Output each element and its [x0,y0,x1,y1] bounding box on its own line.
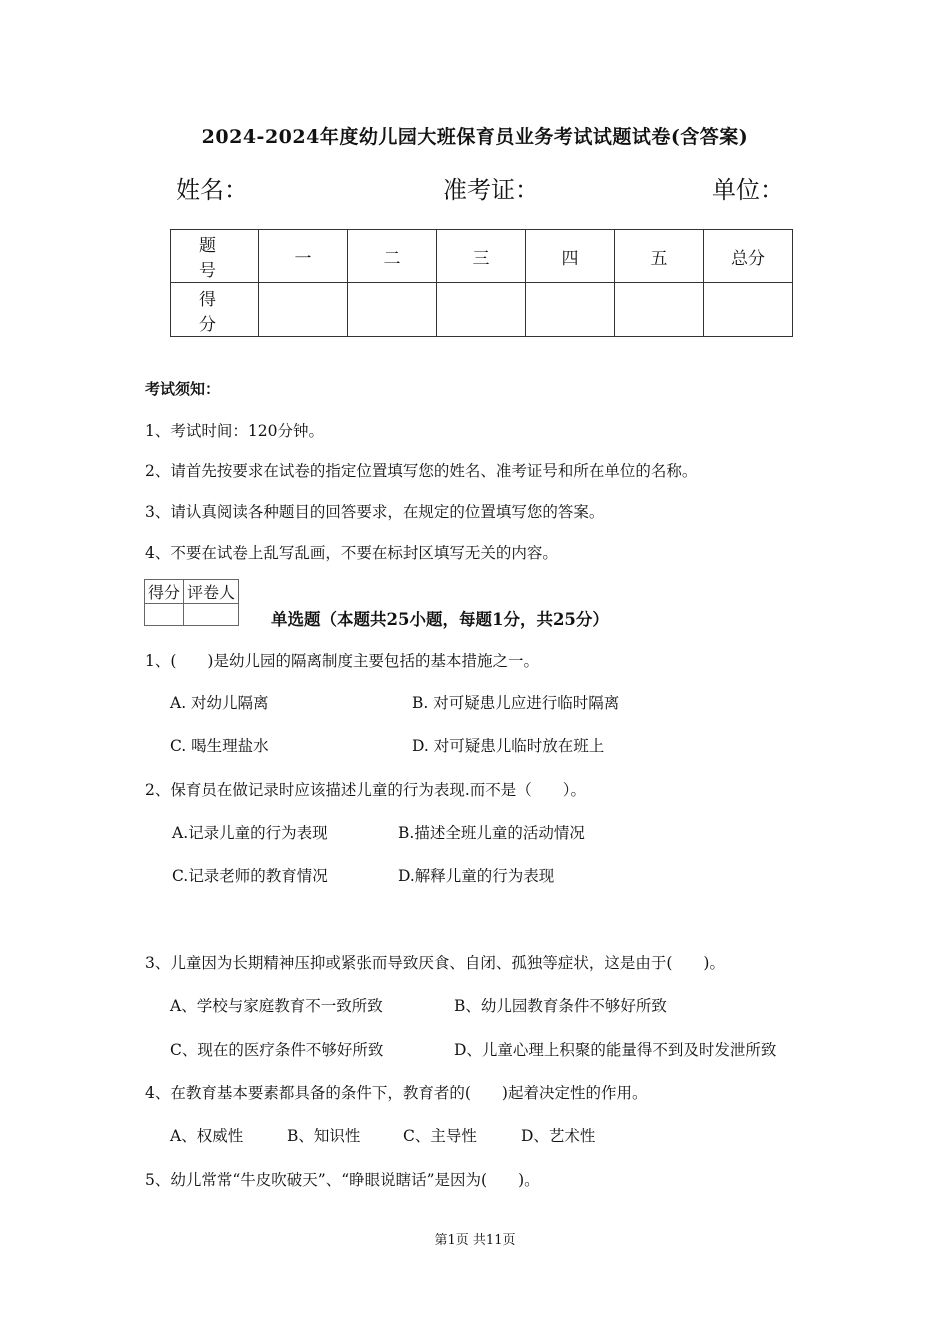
question-option: C.记录老师的教育情况 [172,867,328,885]
question-number-header: 题 号 [171,230,259,283]
page-footer: 第1页 共11页 [434,1233,516,1248]
section-4-header: 四 [526,230,615,283]
grader-score-label: 得分 [145,580,184,604]
question-option: C. 喝生理盐水 [170,737,269,755]
notice-item: 3、请认真阅读各种题目的回答要求，在规定的位置填写您的答案。 [145,503,605,521]
question-option: D. 对可疑患儿临时放在班上 [412,737,605,755]
question-option: A.记录儿童的行为表现 [172,824,328,842]
question-option: B. 对可疑患儿应进行临时隔离 [412,694,620,712]
question-option: A、学校与家庭教育不一致所致 [170,997,383,1015]
section-2-header: 二 [348,230,437,283]
page-title: 2024-2024年度幼儿园大班保育员业务考试试题试卷(含答案) [201,126,749,148]
question-option: C、主导性 [403,1127,477,1145]
score-cell-total[interactable] [704,283,793,337]
name-label: 姓名： [176,176,248,204]
question-stem: 4、在教育基本要素都具备的条件下，教育者的( )起着决定性的作用。 [145,1084,648,1102]
score-cell-1[interactable] [259,283,348,337]
score-cell-2[interactable] [348,283,437,337]
question-stem: 5、幼儿常常“牛皮吹破天”、“睁眼说瞎话”是因为( )。 [145,1171,540,1189]
score-row-label: 得 分 [171,283,259,337]
unit-label: 单位： [712,176,784,204]
question-option: B、幼儿园教育条件不够好所致 [454,997,667,1015]
total-header: 总分 [704,230,793,283]
notice-item: 4、不要在试卷上乱写乱画，不要在标封区填写无关的内容。 [145,544,558,562]
notice-title: 考试须知： [145,380,221,398]
question-option: D、艺术性 [521,1127,596,1145]
section-5-header: 五 [615,230,704,283]
question-option: A. 对幼儿隔离 [170,694,269,712]
score-table [170,229,793,337]
section-title: 单选题（本题共25小题，每题1分，共25分） [271,610,609,629]
section-3-header: 三 [437,230,526,283]
notice-item: 2、请首先按要求在试卷的指定位置填写您的姓名、准考证号和所在单位的名称。 [145,462,698,480]
score-table-header-row [171,230,793,283]
question-option: B、知识性 [287,1127,361,1145]
question-option: D.解释儿童的行为表现 [398,867,555,885]
question-stem: 1、( )是幼儿园的隔离制度主要包括的基本措施之一。 [145,652,539,670]
score-cell-5[interactable] [615,283,704,337]
grader-table [144,579,239,626]
score-cell-3[interactable] [437,283,526,337]
question-option: D、儿童心理上积聚的能量得不到及时发泄所致 [454,1041,777,1059]
question-stem: 2、保育员在做记录时应该描述儿童的行为表现.而不是（ ）。 [145,781,587,799]
question-option: A、权威性 [170,1127,244,1145]
question-stem: 3、儿童因为长期精神压抑或紧张而导致厌食、自闭、孤独等症状，这是由于( )。 [145,954,725,972]
exam-id-label: 准考证： [443,176,539,204]
grader-name-label: 评卷人 [184,580,239,604]
notice-item: 1、考试时间：120分钟。 [145,422,324,440]
question-option: B.描述全班儿童的活动情况 [398,824,585,842]
section-1-header: 一 [259,230,348,283]
question-option: C、现在的医疗条件不够好所致 [170,1041,384,1059]
grader-name-cell[interactable] [184,604,239,626]
score-cell-4[interactable] [526,283,615,337]
grader-score-cell[interactable] [145,604,184,626]
score-table-score-row [171,283,793,337]
